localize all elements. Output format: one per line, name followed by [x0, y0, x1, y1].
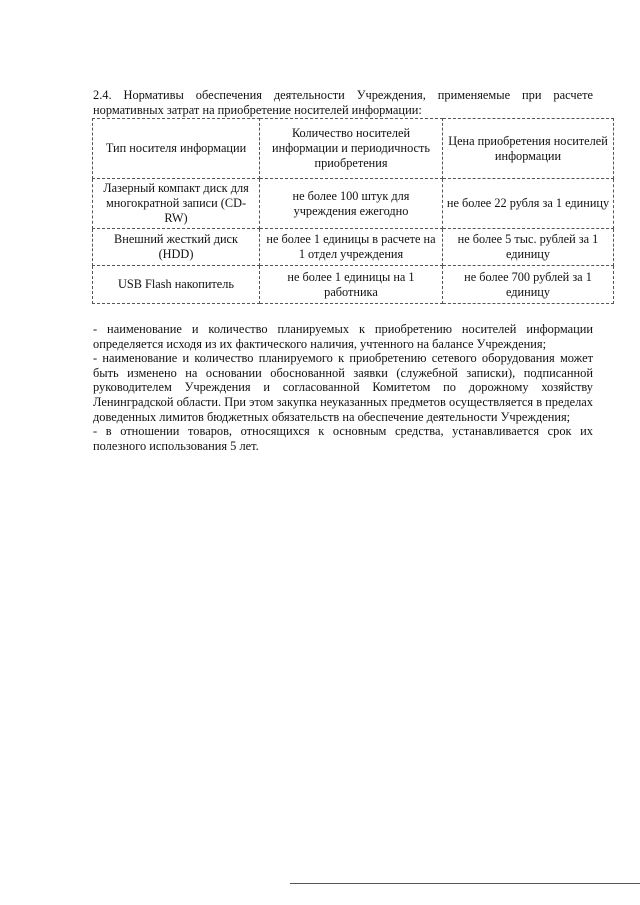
- table-row: [93, 179, 614, 229]
- note-paragraph: - наименование и количество планируемых к приобретению носителей информации определяется исходя из их фактического наличия, учтенного на балансе Учреждения;: [93, 322, 593, 351]
- column-header-price: Цена приобретения носителей информации: [443, 119, 614, 179]
- cell-type: USB Flash накопитель: [93, 266, 260, 304]
- cell-price: не более 22 рубля за 1 единицу: [443, 179, 614, 229]
- column-header-type: Тип носителя информации: [93, 119, 260, 179]
- cell-quantity: не более 100 штук для учреждения ежегодно: [260, 179, 443, 229]
- cell-price: не более 5 тыс. рублей за 1 единицу: [443, 229, 614, 266]
- cell-quantity: не более 1 единицы в расчете на 1 отдел учреждения: [260, 229, 443, 266]
- cell-type: Лазерный компакт диск для многократной записи (CD-RW): [93, 179, 260, 229]
- note-paragraph: - наименование и количество планируемого к приобретению сетевого оборудования может быть изменено на основании обоснованной заявки (служебной записки), подписанной руководителем Учреждения и согласованной Комитетом по дорожному хозяйству Ленинградской области. При этом закупка неуказанных предметов осуществляется в пределах доведенных лимитов бюджетных обязательств на обеспечение деятельности Учреждения;: [93, 351, 593, 424]
- cell-price: не более 700 рублей за 1 единицу: [443, 266, 614, 304]
- cell-quantity: не более 1 единицы на 1 работника: [260, 266, 443, 304]
- table-header-row: [93, 119, 614, 179]
- table-row: [93, 266, 614, 304]
- cell-type: Внешний жесткий диск (HDD): [93, 229, 260, 266]
- table-row: [93, 229, 614, 266]
- media-norms-table: [92, 118, 614, 304]
- note-paragraph: - в отношении товаров, относящихся к основным средства, устанавливается срок их полезного использования 5 лет.: [93, 424, 593, 453]
- footer-divider: [290, 883, 640, 884]
- notes-block: [93, 322, 593, 453]
- column-header-quantity: Количество носителей информации и периодичность приобретения: [260, 119, 443, 179]
- section-heading: 2.4. Нормативы обеспечения деятельности Учреждения, применяемые при расчете нормативных затрат на приобретение носителей информации:: [93, 88, 593, 118]
